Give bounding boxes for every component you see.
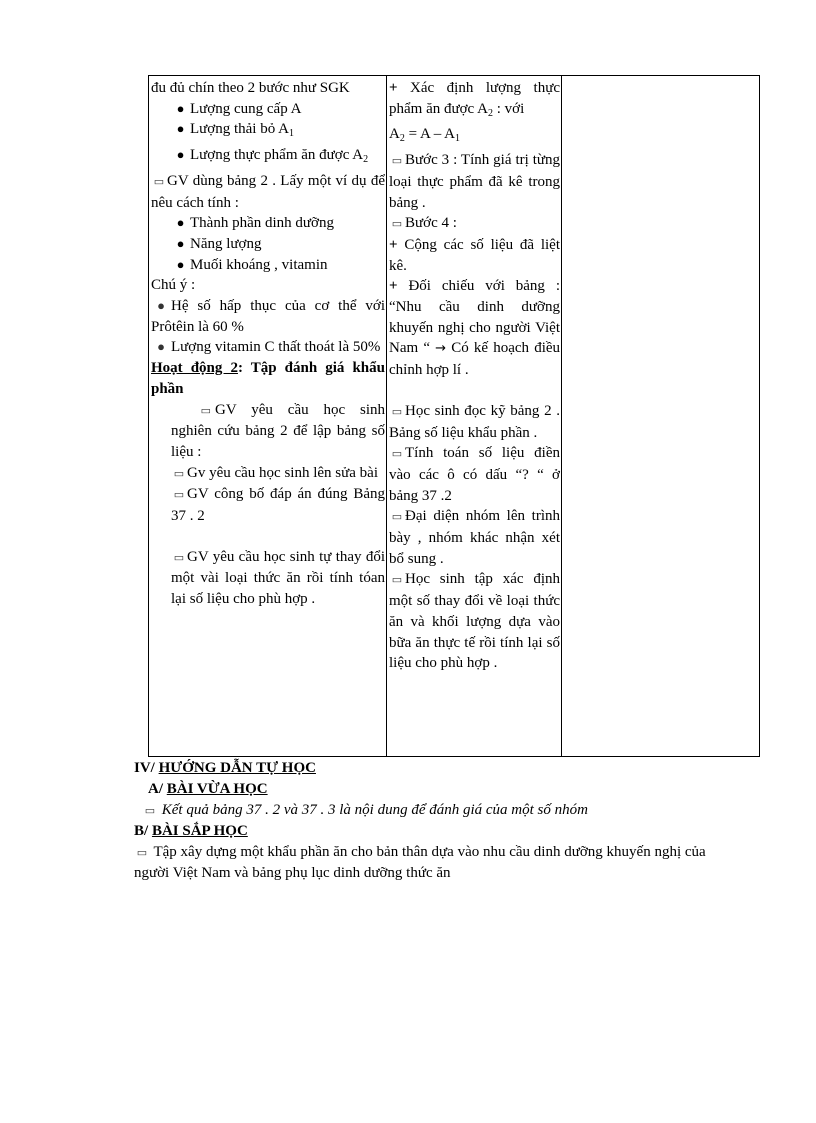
dash-line: ▭ GV dùng bảng 2 . Lấy một ví dụ để nêu cách tính : (151, 172, 385, 211)
dash-icon: ▭ (173, 489, 185, 502)
bullet-item: ● Lượng thực phẩm ăn được $A_2$ (171, 145, 385, 171)
subsection-a-text: ▭ Kết quả bảng 37 . 2 và 37 . 3 là nội dung để đánh giá của một số nhóm (142, 800, 588, 821)
dash-icon: ▭ (136, 847, 148, 859)
bullet-icon: ● (157, 339, 165, 355)
plus-line: + Xác định lượng thực phẩm ăn được $A_2$ : với (389, 80, 560, 119)
bullet-icon: ● (176, 235, 185, 251)
dash-icon: ▭ (391, 448, 403, 461)
bullet-item: ● Lượng cung cấp A (171, 99, 385, 120)
dash-icon: ▭ (200, 404, 211, 417)
dash-line: ▭ GV yêu cầu học sinh tự thay đổi một vài loại thức ăn rồi tính tóan lại số liệu cho phù hợp . (171, 548, 385, 608)
bullet-icon: ● (176, 147, 185, 163)
bullet-icon: ● (157, 298, 165, 314)
dash-icon: ▭ (173, 551, 185, 564)
subsection-b-text: ▭ Tập xây dựng một khẩu phần ăn cho bản thân dựa vào nhu cầu dinh dưỡng khuyến nghị của người Việt Nam và bảng phụ lục dinh dưỡng thức ăn (134, 844, 706, 881)
lesson-table (148, 75, 760, 757)
step3: ▭ Bước 3 : Tính giá trị từng loại thực phẩm đã kê trong bảng . (389, 152, 560, 211)
step4: ▭ Bước 4 : (389, 213, 560, 235)
dash-icon: ▭ (391, 511, 403, 524)
section-heading: IV/ HƯỚNG DẪN TỰ HỌC (134, 760, 316, 776)
notes-cell (562, 76, 760, 757)
plus-line: + Đối chiếu với bảng : “Nhu cầu dinh dưỡng khuyến nghị cho người Việt Nam “ → Có kế hoạch điều chỉnh hợp lí . (389, 278, 561, 379)
dash-line: ▭ GV công bố đáp án đúng Bảng 37 . 2 (171, 486, 385, 525)
dash-icon: ▭ (391, 574, 403, 587)
bullet-item: ● Năng lượng (171, 234, 385, 255)
plus-icon: + (389, 80, 398, 96)
note-item: ● Lượng vitamin C thất thoát là 50% (151, 337, 385, 358)
dash-line: ▭ Gv yêu cầu học sinh lên sửa bài (151, 463, 385, 485)
bullet-icon: ● (176, 215, 185, 231)
dash-icon: ▭ (391, 155, 403, 168)
student-line: ▭ Học sinh tập xác định một số thay đổi về loại thức ăn và khối lượng dựa vào bữa ăn thực tế rồi tính lại số liệu cho phù hợp . (389, 571, 560, 672)
dash-icon: ▭ (153, 175, 165, 188)
student-line: ▭ Học sinh đọc kỹ bảng 2 . Bảng số liệu khẩu phần . (389, 402, 560, 441)
dash-icon: ▭ (391, 405, 403, 418)
bullet-item: ● Muối khoáng , vitamin (171, 255, 385, 276)
teacher-activity-cell (149, 76, 387, 757)
student-line: ▭ Đại diện nhóm lên trình bày , nhóm khác nhận xét bổ sung . (389, 508, 560, 567)
formula: $A_2 = A - A_1$ (389, 126, 460, 145)
student-activity-cell (387, 76, 562, 757)
plus-icon: + (389, 278, 398, 295)
plus-line: + Cộng các số liệu đã liệt kê. (389, 236, 560, 274)
plus-icon: + (389, 236, 398, 253)
bullet-item: ● Lượng thải bỏ $A_1$ (171, 119, 385, 145)
line: đu đủ chín theo 2 bước như SGK (151, 80, 350, 96)
bullet-icon: ● (176, 100, 185, 116)
subsection-b: B/ BÀI SẮP HỌC (134, 823, 248, 839)
note-label: Chú ý : (151, 277, 196, 294)
bullet-icon: ● (176, 256, 185, 272)
dash-icon: ▭ (391, 218, 403, 231)
bullet-icon: ● (176, 121, 185, 137)
dash-icon: ▭ (173, 467, 185, 480)
dash-icon: ▭ (144, 805, 156, 817)
dash-line: ▭ GV yêu cầu học sinh nghiên cứu bảng 2 để lập bảng số liệu : (171, 401, 385, 460)
student-line: ▭ Tính toán số liệu điền vào các ô có dấu “? “ ở bảng 37 .2 (389, 445, 560, 504)
subsection-a: A/ BÀI VỪA HỌC (148, 781, 268, 797)
bullet-item: ● Thành phần dinh dưỡng (171, 213, 385, 234)
note-item: ● Hệ số hấp thục của cơ thể với Prôtêin là 60 % (151, 298, 385, 335)
activity-title: Hoạt động 2: Tập đánh giá khẩu phần (151, 360, 385, 397)
arrow-icon: → (435, 341, 447, 357)
